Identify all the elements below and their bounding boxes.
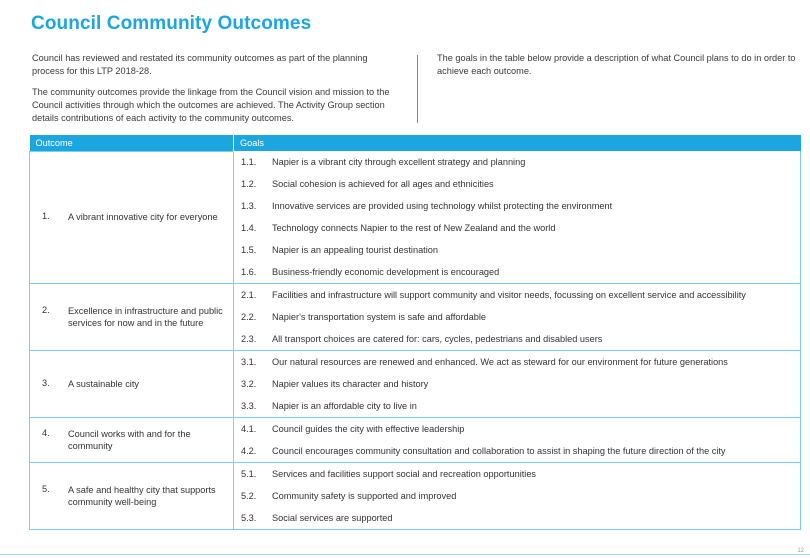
table-row — [30, 463, 801, 530]
goal-text: Napier is a vibrant city through excellent strategy and planning — [272, 157, 526, 167]
outcome-text: Excellence in infrastructure and public services for now and in the future — [68, 306, 223, 328]
column-divider — [417, 55, 418, 123]
goal-text: Napier's transportation system is safe and affordable — [272, 312, 487, 322]
outcome-text: Council works with and for the community — [68, 429, 191, 451]
goal-number: 3.3. — [241, 401, 257, 411]
table-row — [30, 151, 801, 284]
goal-text: Napier is an affordable city to live in — [272, 401, 417, 411]
outcome-text: A safe and healthy city that supports community well-being — [68, 485, 216, 507]
goal-text: Facilities and infrastructure will support community and visitor needs, focussing on excellent service and accessibility — [272, 290, 746, 300]
outcomes-table-body — [30, 151, 801, 530]
goal-number: 1.2. — [241, 179, 257, 189]
intro-paragraph-1: Council has reviewed and restated its community outcomes as part of the planning process for this LTP 2018-28. — [32, 53, 368, 76]
outcome-cell — [30, 418, 234, 463]
outcome-number: 3. — [42, 378, 50, 388]
goal-item — [234, 328, 800, 350]
goal-number: 4.1. — [241, 424, 257, 434]
goal-text: Napier values its character and history — [272, 379, 429, 389]
intro-left-column — [32, 52, 400, 133]
goal-item — [234, 463, 800, 485]
table-row — [30, 418, 801, 463]
goal-number: 3.1. — [241, 357, 257, 367]
goal-item — [234, 395, 800, 417]
goal-item — [234, 239, 800, 261]
footer-rule — [0, 554, 810, 555]
goal-number: 2.2. — [241, 312, 257, 322]
goal-item — [234, 217, 800, 239]
goal-item — [234, 151, 800, 173]
header-outcome: Outcome — [30, 135, 234, 151]
outcome-number: 5. — [42, 484, 50, 494]
goal-number: 2.1. — [241, 290, 257, 300]
table-row — [30, 351, 801, 418]
goals-cell — [234, 351, 801, 418]
goal-text: Technology connects Napier to the rest of New Zealand and the world — [272, 223, 556, 233]
header-goals: Goals — [234, 135, 801, 151]
goal-text: Our natural resources are renewed and enhanced. We act as steward for our environment for future generations — [272, 357, 728, 367]
goal-text: Napier is an appealing tourist destination — [272, 245, 438, 255]
goal-number: 5.2. — [241, 491, 257, 501]
outcome-cell — [30, 351, 234, 418]
intro-right-column — [437, 52, 807, 78]
goal-item — [234, 173, 800, 195]
goal-number: 2.3. — [241, 334, 257, 344]
goal-number: 5.1. — [241, 469, 257, 479]
table-row — [30, 284, 801, 351]
intro-paragraph-3: The goals in the table below provide a description of what Council plans to do in order to achieve each outcome. — [437, 53, 796, 76]
goal-text: All transport choices are catered for: cars, cycles, pedestrians and disabled users — [272, 334, 603, 344]
goal-item — [234, 440, 800, 462]
goal-number: 4.2. — [241, 446, 257, 456]
goal-number: 1.5. — [241, 245, 257, 255]
goal-item — [234, 418, 800, 440]
outcomes-table — [29, 135, 801, 530]
intro-paragraph-2: The community outcomes provide the linkage from the Council vision and mission to the Council activities through which the outcomes are achieved. The Activity Group section details contributions of each activity to the community outcomes. — [32, 87, 390, 123]
goals-cell — [234, 151, 801, 284]
goal-number: 1.1. — [241, 157, 257, 167]
goal-text: Innovative services are provided using technology whilst protecting the environment — [272, 201, 613, 211]
outcome-cell — [30, 151, 234, 284]
goal-item — [234, 306, 800, 328]
outcome-number: 2. — [42, 305, 50, 315]
goal-number: 3.2. — [241, 379, 257, 389]
outcome-text: A vibrant innovative city for everyone — [68, 212, 218, 223]
outcome-number: 4. — [42, 428, 50, 438]
goal-item — [234, 261, 800, 283]
goal-text: Business-friendly economic development is encouraged — [272, 267, 500, 277]
goal-item — [234, 195, 800, 217]
goal-item — [234, 507, 800, 529]
goal-item — [234, 373, 800, 395]
goal-text: Council encourages community consultation and collaboration to assist in shaping the future direction of the city — [272, 446, 726, 456]
goals-cell — [234, 418, 801, 463]
goal-item — [234, 485, 800, 507]
table-header-row — [30, 135, 801, 151]
outcome-text: A sustainable city — [68, 379, 139, 389]
goal-number: 1.6. — [241, 267, 257, 277]
goals-cell — [234, 284, 801, 351]
goal-number: 5.3. — [241, 513, 257, 523]
page-number: 12 — [797, 548, 804, 554]
goal-number: 1.4. — [241, 223, 257, 233]
goal-number: 1.3. — [241, 201, 257, 211]
outcome-cell — [30, 284, 234, 351]
outcome-number: 1. — [42, 211, 50, 222]
goal-text: Social cohesion is achieved for all ages and ethnicities — [272, 179, 494, 189]
goal-text: Council guides the city with effective leadership — [272, 424, 465, 434]
goals-cell — [234, 463, 801, 530]
outcome-cell — [30, 463, 234, 530]
goal-text: Services and facilities support social and recreation opportunities — [272, 469, 537, 479]
goal-text: Community safety is supported and improved — [272, 491, 457, 501]
goal-item — [234, 351, 800, 373]
goal-text: Social services are supported — [272, 513, 393, 523]
goal-item — [234, 284, 800, 306]
page-title: Council Community Outcomes — [31, 13, 312, 34]
